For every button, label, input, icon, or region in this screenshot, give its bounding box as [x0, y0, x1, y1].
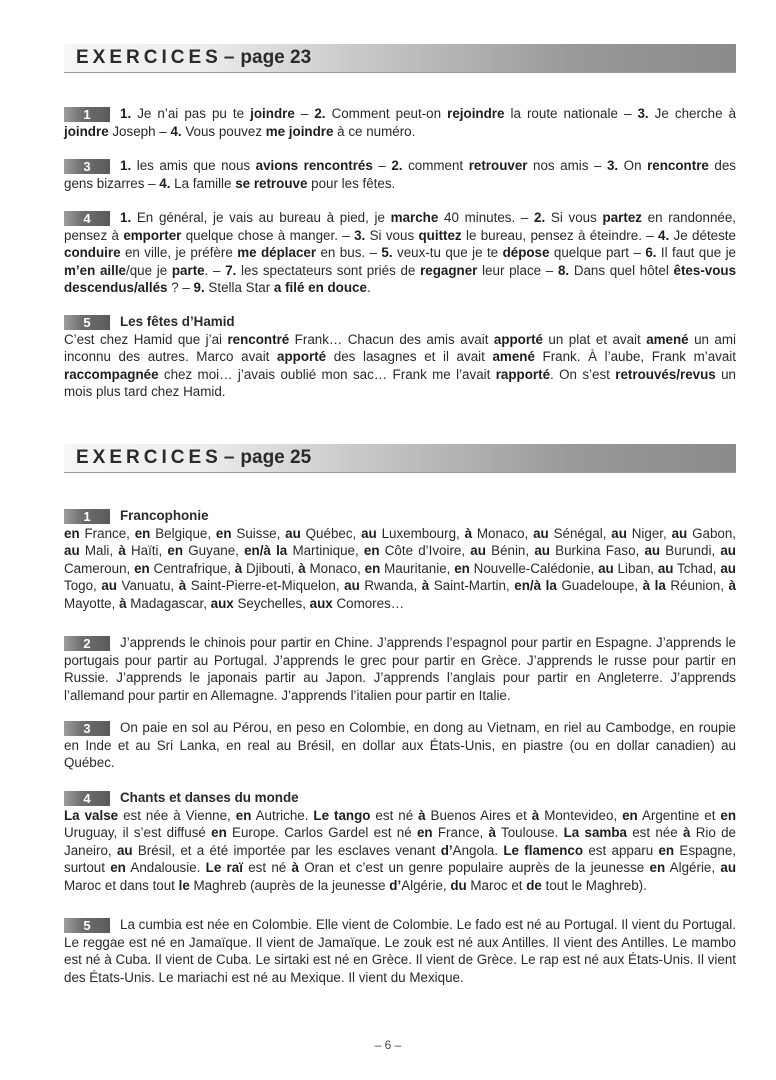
bold-answer: au: [671, 525, 688, 541]
exercise-text: [64, 210, 736, 295]
text-run: La cumbia est née en Colombie. Elle vient de Colombie. Le fado est né au Portugal. Il vient du Portugal. Le reggae est né en Jamaïque. Il vient de Jamaïque. Le zouk est né aux Antilles. Il vient des Antilles. Le mambo est né à Cuba. Il vient de Cuba. Le sirtaki est né en Grèce. Il vient de Grèce. Le rap est né aux États-Unis. Il vient des États-Unis. Le mariachi est né au Mexique. Il vient du Mexique.: [64, 917, 736, 985]
bold-answer: au: [533, 525, 549, 541]
bold-answer: êtes-vous descendus/allés: [64, 262, 737, 295]
text-run: en ville, je préfère: [120, 245, 238, 260]
text-run: Si vous: [365, 227, 419, 243]
text-run: Andalousie.: [125, 860, 206, 875]
exercise-23-4: [64, 209, 736, 297]
exercise-number-badge: 3: [64, 159, 110, 174]
exercise-text: [64, 720, 736, 770]
text-run: Oran et c’est un genre populaire auprès de la jeunesse: [298, 860, 650, 875]
text-run: à ce numéro.: [333, 123, 416, 139]
text-run: Guyane,: [183, 543, 245, 558]
text-run: .: [366, 280, 371, 295]
text-run: Togo,: [64, 578, 102, 593]
bold-answer: en: [167, 543, 184, 558]
bold-answer: me déplacer: [237, 245, 317, 260]
bold-answer: en: [134, 560, 150, 576]
bold-answer: raccompagnée: [64, 366, 159, 382]
text-run: Brésil, et a été importée par les esclaves venant: [132, 842, 441, 858]
text-run: Toulouse.: [496, 825, 564, 840]
exercise-text: [64, 158, 736, 191]
bold-answer: d’: [389, 877, 402, 893]
text-run: Europe. Carlos Gardel est né: [226, 825, 417, 840]
text-run: Algérie,: [401, 877, 451, 893]
bold-answer: à: [178, 578, 187, 593]
bold-answer: 3.: [606, 158, 619, 173]
bold-answer: en: [416, 825, 433, 840]
text-run: Mauritanie,: [380, 560, 455, 576]
bold-answer: apporté: [277, 349, 327, 364]
text-run: veux-tu que je te: [392, 245, 503, 260]
exercise-text: [64, 808, 736, 893]
bold-answer: emporter: [123, 227, 182, 243]
text-run: France,: [79, 525, 135, 541]
text-run: Djibouti,: [242, 560, 299, 576]
text-run: Monaco,: [305, 560, 365, 576]
section-title: EXERCICES – page 25: [76, 447, 312, 468]
bold-answer: au: [657, 560, 674, 576]
text-run: Frank. À l’aube, Frank m’avait: [534, 349, 736, 364]
text-run: Espagne, surtout: [64, 842, 736, 875]
bold-answer: me joindre: [265, 123, 334, 139]
bold-answer: à: [488, 825, 496, 840]
exercise-text: [64, 917, 736, 985]
bold-answer: Le raï: [205, 860, 243, 875]
text-run: Guadeloupe,: [556, 578, 643, 593]
exercise-25-3: [64, 719, 736, 772]
text-run: Gabon,: [687, 525, 737, 541]
exercise-25-1: [64, 507, 736, 612]
text-run: est apparu: [583, 842, 659, 858]
section-title: EXERCICES – page 23: [76, 47, 312, 68]
bold-answer: à: [728, 578, 736, 593]
text-run: Saint-Martin,: [429, 578, 515, 593]
bold-answer: au: [644, 543, 661, 558]
text-run: en randonnée, pensez à: [64, 210, 737, 243]
exercise-number-badge: 5: [64, 918, 110, 933]
bold-answer: à: [418, 807, 426, 823]
text-run: Sénégal,: [548, 525, 612, 541]
bold-answer: amené: [492, 349, 535, 364]
text-run: Uruguay, il s’est diffusé: [64, 825, 212, 840]
text-run: J’apprends le chinois pour partir en Chine. J’apprends l’espagnol pour partir en Espagne. J’apprends le portugais pour partir au Portugal. J’apprends le grec pour partir en Grèce. J’apprends le russe pour partir en Russie. J’apprends le japonais partir au Japon. J’apprends l’anglais pour partir en Angleterre. J’apprends l’allemand pour partir en Allemagne. J’apprends l’italien pour partir en Italie.: [64, 635, 736, 703]
bold-answer: au: [344, 578, 360, 593]
text-run: Joseph –: [108, 123, 171, 139]
bold-answer: La samba: [563, 825, 627, 840]
text-run: /que je: [126, 262, 172, 278]
bold-answer: 1.: [120, 158, 137, 173]
bold-answer: en: [235, 807, 252, 823]
bold-answer: joindre: [250, 106, 295, 121]
exercise-25-2: [64, 634, 736, 704]
bold-answer: à: [234, 560, 243, 576]
text-run: Mayotte,: [64, 595, 120, 611]
section-header-page-25: [64, 444, 736, 473]
text-run: Vous pouvez: [181, 123, 266, 139]
bold-answer: en: [364, 560, 381, 576]
text-run: Algérie,: [665, 860, 721, 875]
bold-answer: parte: [171, 262, 205, 278]
section-header-page-23: [64, 44, 736, 73]
text-run: Suisse,: [231, 525, 286, 541]
bold-answer: 2.: [314, 106, 326, 121]
text-run: Québec,: [300, 525, 362, 541]
exercise-title: Francophonie: [120, 508, 209, 523]
bold-answer: 3.: [354, 227, 366, 243]
exercise-number-badge: 4: [64, 791, 110, 806]
bold-answer: à: [118, 543, 126, 558]
bold-answer: 3.: [637, 106, 649, 121]
text-run: Belgique,: [150, 525, 216, 541]
text-run: Stella Star: [204, 280, 274, 295]
text-run: Bénin,: [485, 543, 535, 558]
text-run: est né: [370, 807, 419, 823]
bold-answer: La valse: [64, 807, 119, 823]
bold-answer: conduire: [64, 245, 121, 260]
bold-answer: en: [110, 860, 126, 875]
text-run: un plat et avait: [542, 331, 647, 347]
exercise-number-badge: 4: [64, 211, 110, 226]
text-run: Cameroun,: [64, 560, 135, 576]
bold-answer: au: [361, 525, 377, 541]
text-run: Frank… Chacun des amis avait: [289, 331, 494, 347]
bold-answer: 5.: [381, 245, 393, 260]
bold-answer: à: [119, 595, 127, 611]
text-run: les amis que nous: [136, 158, 256, 173]
bold-answer: en/à la: [244, 543, 288, 558]
text-run: quelque chose à manger. –: [181, 227, 355, 243]
exercise-25-4: [64, 789, 736, 894]
bold-answer: à: [682, 825, 691, 840]
text-run: Vanuatu,: [116, 578, 179, 593]
bold-answer: aux: [309, 595, 333, 611]
text-run: est née à Vienne,: [118, 807, 236, 823]
text-run: En général, je vais au bureau à pied, je: [136, 210, 391, 225]
text-run: Nouvelle-Calédonie,: [469, 560, 599, 576]
text-run: Je n’ai pas pu te: [137, 106, 251, 121]
bold-answer: rapporté: [495, 366, 551, 382]
exercise-text: [64, 526, 736, 611]
text-run: les spectateurs sont priés de: [236, 262, 421, 278]
bold-answer: 9.: [193, 280, 205, 295]
bold-answer: en: [211, 825, 227, 840]
bold-answer: 4.: [159, 175, 171, 191]
text-run: Mali,: [79, 543, 119, 558]
bold-answer: regagner: [420, 262, 478, 278]
text-run: . –: [204, 262, 226, 278]
text-run: Seychelles,: [233, 595, 310, 611]
exercise-25-5: [64, 916, 736, 986]
text-run: Rio de Janeiro,: [64, 825, 736, 858]
bold-answer: 6.: [645, 245, 657, 260]
bold-answer: au: [598, 560, 614, 576]
exercise-title: Les fêtes d’Hamid: [120, 314, 235, 329]
text-run: Luxembourg,: [376, 525, 465, 541]
text-run: la route nationale –: [504, 106, 638, 121]
bold-answer: au: [611, 525, 627, 541]
text-run: un ami inconnu des autres. Marco avait: [64, 331, 736, 364]
bold-answer: en: [134, 525, 151, 541]
exercise-title: Chants et danses du monde: [120, 790, 299, 805]
text-run: Maroc et: [466, 877, 527, 893]
bold-answer: apporté: [493, 331, 543, 347]
text-run: Burundi,: [660, 543, 721, 558]
text-run: tout le Maghreb).: [541, 877, 647, 893]
exercise-23-3: [64, 157, 736, 192]
text-run: . On s’est: [550, 366, 616, 382]
text-run: Monaco,: [472, 525, 534, 541]
text-run: On paie en sol au Pérou, en peso en Colombie, en dong au Vietnam, en riel au Cambodge, en roupie en Inde et au Sri Lanka, en real au Brésil, en dollar aux États-Unis, en piastre (ou en dollar canadien) au Québec.: [64, 720, 736, 770]
text-run: Argentine et: [637, 807, 721, 823]
bold-answer: en: [454, 560, 470, 576]
text-run: nos amis –: [527, 158, 607, 173]
bold-answer: d’: [440, 842, 453, 858]
bold-answer: en: [64, 525, 80, 541]
text-run: Martinique,: [287, 543, 364, 558]
bold-answer: 8.: [557, 262, 570, 278]
text-run: Angola.: [452, 842, 504, 858]
bold-answer: à: [531, 807, 540, 823]
bold-answer: 1.: [120, 210, 137, 225]
bold-answer: à: [291, 860, 299, 875]
page-number: – 6 –: [374, 1038, 402, 1052]
exercise-number-badge: 1: [64, 107, 110, 122]
bold-answer: dépose: [502, 245, 550, 260]
text-run: Buenos Aires et: [425, 807, 532, 823]
bold-answer: au: [116, 842, 133, 858]
text-run: Maghreb (auprès de la jeunesse: [189, 877, 390, 893]
text-run: Si vous: [545, 210, 603, 225]
text-run: La famille: [170, 175, 236, 191]
bold-answer: quittez: [418, 227, 462, 243]
text-run: C’est chez Hamid que j’ai: [64, 331, 228, 347]
bold-answer: à: [464, 525, 473, 541]
text-run: des gens bizarres –: [64, 158, 736, 191]
bold-answer: rencontre: [647, 158, 709, 173]
text-run: Autriche.: [251, 807, 314, 823]
bold-answer: 2.: [391, 158, 403, 173]
exercise-number-badge: 5: [64, 315, 110, 330]
text-run: leur place –: [477, 262, 558, 278]
text-run: 40 minutes. –: [438, 210, 535, 225]
bold-answer: en: [720, 807, 737, 823]
bold-answer: en/à la: [514, 578, 557, 593]
bold-answer: rejoindre: [447, 106, 505, 121]
bold-answer: 4.: [170, 123, 182, 139]
text-run: comment: [402, 158, 469, 173]
text-run: On: [618, 158, 648, 173]
bold-answer: le: [178, 877, 190, 893]
bold-answer: de: [526, 877, 542, 893]
bold-answer: partez: [602, 210, 642, 225]
bold-answer: au: [720, 860, 737, 875]
text-run: Tchad,: [673, 560, 721, 576]
bold-answer: retrouver: [468, 158, 528, 173]
bold-answer: au: [720, 543, 736, 558]
text-run: ? –: [167, 280, 194, 295]
text-run: –: [372, 158, 392, 173]
text-run: Madagascar,: [126, 595, 211, 611]
exercise-number-badge: 3: [64, 721, 110, 736]
bold-answer: au: [534, 543, 550, 558]
text-run: –: [294, 106, 315, 121]
text-run: Rwanda,: [359, 578, 422, 593]
bold-answer: en: [649, 860, 666, 875]
bold-answer: au: [470, 543, 486, 558]
text-run: Montevideo,: [539, 807, 623, 823]
text-run: Il faut que je: [656, 245, 736, 260]
bold-answer: à la: [642, 578, 666, 593]
bold-answer: amené: [646, 331, 689, 347]
exercise-number-badge: 2: [64, 636, 110, 651]
bold-answer: à: [421, 578, 430, 593]
text-run: Haïti,: [125, 543, 168, 558]
bold-answer: se retrouve: [235, 175, 308, 191]
exercise-text: [64, 106, 736, 139]
exercise-number-badge: 1: [64, 509, 110, 524]
text-run: Je cherche à: [648, 106, 737, 121]
text-run: Maroc et dans tout: [64, 877, 179, 893]
text-run: Comment peut-on: [325, 106, 448, 121]
exercise-23-5: [64, 313, 736, 401]
bold-answer: 4.: [658, 227, 670, 243]
bold-answer: marche: [390, 210, 439, 225]
bold-answer: 1.: [120, 106, 138, 121]
bold-answer: Le flamenco: [503, 842, 584, 858]
bold-answer: en: [363, 543, 380, 558]
text-run: Burkina Faso,: [549, 543, 645, 558]
text-run: Côte d’Ivoire,: [379, 543, 471, 558]
bold-answer: retrouvés/revus: [615, 366, 716, 382]
bold-answer: 7.: [225, 262, 237, 278]
bold-answer: à: [298, 560, 306, 576]
text-run: Comores…: [332, 595, 405, 611]
text-run: un mois plus tard chez Hamid.: [64, 366, 737, 399]
bold-answer: en: [215, 525, 232, 541]
text-run: Liban,: [613, 560, 658, 576]
text-run: Centrafrique,: [149, 560, 235, 576]
text-run: le bureau, pensez à éteindre. –: [461, 227, 659, 243]
bold-answer: au: [101, 578, 117, 593]
bold-answer: avions rencontrés: [255, 158, 373, 173]
text-run: quelque part –: [549, 245, 646, 260]
bold-answer: au: [64, 543, 80, 558]
bold-answer: en: [658, 842, 675, 858]
bold-answer: rencontré: [227, 331, 290, 347]
text-run: Niger,: [626, 525, 672, 541]
bold-answer: 2.: [534, 210, 546, 225]
bold-answer: m’en aille: [64, 262, 126, 278]
bold-answer: en: [622, 807, 638, 823]
exercise-text: [64, 332, 736, 400]
bold-answer: Le tango: [313, 807, 371, 823]
bold-answer: aux: [210, 595, 234, 611]
bold-answer: au: [720, 560, 736, 576]
text-run: pour les fêtes.: [307, 175, 396, 191]
exercise-23-1: [64, 105, 736, 140]
text-run: Réunion,: [665, 578, 729, 593]
text-run: est née: [626, 825, 683, 840]
bold-answer: au: [285, 525, 301, 541]
bold-answer: a filé en douce: [273, 280, 367, 295]
text-run: des lasagnes et il avait: [326, 349, 493, 364]
text-run: est né: [242, 860, 292, 875]
bold-answer: joindre: [64, 123, 109, 139]
text-run: Saint-Pierre-et-Miquelon,: [186, 578, 345, 593]
text-run: Je déteste: [669, 227, 736, 243]
text-run: France,: [432, 825, 489, 840]
bold-answer: du: [450, 877, 467, 893]
text-run: chez moi… j’avais oublié mon sac… Frank me l’avait: [158, 366, 496, 382]
exercise-text: [64, 635, 736, 703]
text-run: en bus. –: [316, 245, 382, 260]
text-run: Dans quel hôtel: [569, 262, 674, 278]
